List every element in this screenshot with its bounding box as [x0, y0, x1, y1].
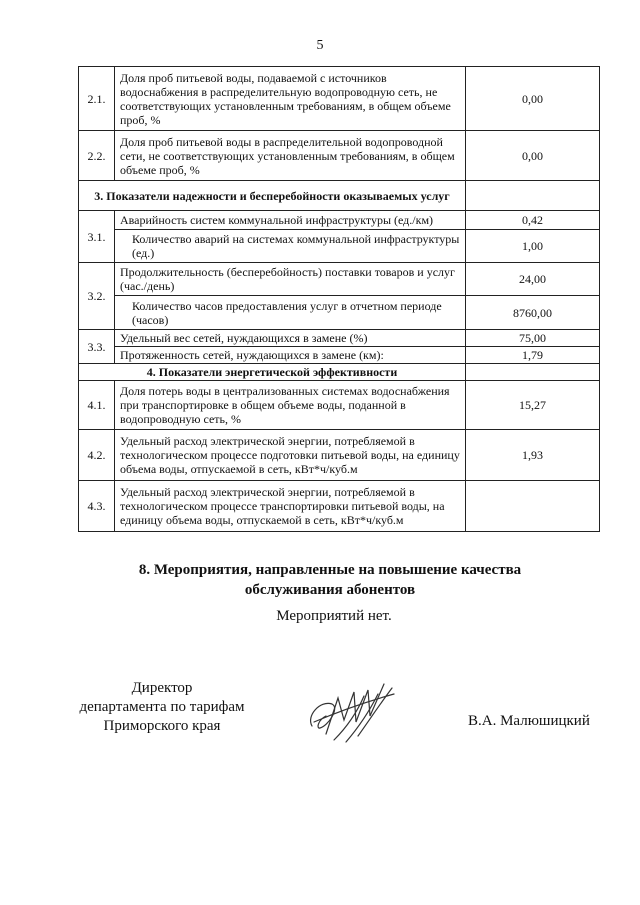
row-number: 4.1. — [79, 381, 115, 430]
row-description: Аварийность систем коммунальной инфраструктуры (ед./км) — [115, 211, 466, 230]
row-value: 0,42 — [466, 211, 600, 230]
row-description: Удельный расход электрической энергии, потребляемой в технологическом процессе транспортировки питьевой воды, на единицу объема воды, отпускаемой в сеть, кВт*ч/куб.м — [115, 481, 466, 532]
indicators-table — [78, 66, 600, 532]
row-value: 1,00 — [466, 230, 600, 263]
row-description: Удельный расход электрической энергии, потребляемой в технологическом процессе подготовки питьевой воды, на единицу объема воды, отпускаемой в сеть, кВт*ч/куб.м — [115, 430, 466, 481]
section-row — [79, 364, 600, 381]
row-description — [115, 230, 466, 263]
signer-title-line: Приморского края — [103, 718, 221, 734]
row-value: 15,27 — [466, 381, 600, 430]
row-value: 0,00 — [466, 131, 600, 181]
table-row — [79, 263, 600, 296]
signer-title-line: департамента по тарифам — [79, 699, 245, 715]
table-row — [79, 230, 600, 263]
row-value — [466, 481, 600, 532]
row-description: Доля потерь воды в централизованных системах водоснабжения при транспортировке в общем объеме воды, поданной в водопроводную сеть, % — [115, 381, 466, 430]
signer-title-line: Директор — [131, 680, 193, 696]
row-description: Продолжительность (бесперебойность) поставки товаров и услуг (час./день) — [115, 263, 466, 296]
row-number: 3.2. — [79, 263, 115, 330]
measures-heading-line: 8. Мероприятия, направленные на повышение качества — [138, 562, 522, 578]
row-description: Доля проб питьевой воды, подаваемой с источников водоснабжения в распределительную водопроводную сеть, не соответствующих установленным требованиям, в общем объеме проб, % — [115, 67, 466, 131]
row-description: Удельный вес сетей, нуждающихся в замене (%) — [115, 330, 466, 347]
table-row — [79, 430, 600, 481]
measures-heading-line: обслуживания абонентов — [244, 582, 416, 598]
row-number: 2.2. — [79, 131, 115, 181]
table-row — [79, 481, 600, 532]
table-row — [79, 381, 600, 430]
table-row — [79, 67, 600, 131]
page-number: 5 — [316, 38, 324, 53]
measures-heading — [100, 560, 560, 600]
table-row — [79, 296, 600, 330]
table-row — [79, 131, 600, 181]
row-description: Протяженность сетей, нуждающихся в замене (км): — [115, 347, 466, 364]
row-value: 75,00 — [466, 330, 600, 347]
row-value: 0,00 — [466, 67, 600, 131]
row-number: 4.2. — [79, 430, 115, 481]
row-number: 2.1. — [79, 67, 115, 131]
signer-name: В.А. Малюшицкий — [468, 713, 590, 729]
sub-description: Количество часов предоставления услуг в отчетном периоде (часов) — [132, 298, 442, 327]
empty-cell — [466, 364, 600, 381]
row-value: 24,00 — [466, 263, 600, 296]
row-number: 4.3. — [79, 481, 115, 532]
section-row — [79, 181, 600, 211]
table-row — [79, 347, 600, 364]
sub-description: Количество аварий на системах коммунальной инфраструктуры (ед.) — [132, 232, 460, 260]
measures-text: Мероприятий нет. — [276, 608, 392, 624]
table-row — [79, 211, 600, 230]
row-value: 1,79 — [466, 347, 600, 364]
signer-title — [62, 679, 262, 736]
row-value: 1,93 — [466, 430, 600, 481]
row-value: 8760,00 — [466, 296, 600, 330]
section-title: 4. Показатели энергетической эффективности — [79, 364, 466, 381]
row-number: 3.3. — [79, 330, 115, 364]
empty-cell — [466, 181, 600, 211]
row-description: Доля проб питьевой воды в распределительной водопроводной сети, не соответствующих установленным требованиям, в общем объеме проб, % — [115, 131, 466, 181]
signature-image — [298, 676, 408, 746]
row-description — [115, 296, 466, 330]
section-title: 3. Показатели надежности и бесперебойности оказываемых услуг — [79, 181, 466, 211]
table-row — [79, 330, 600, 347]
row-number: 3.1. — [79, 211, 115, 263]
